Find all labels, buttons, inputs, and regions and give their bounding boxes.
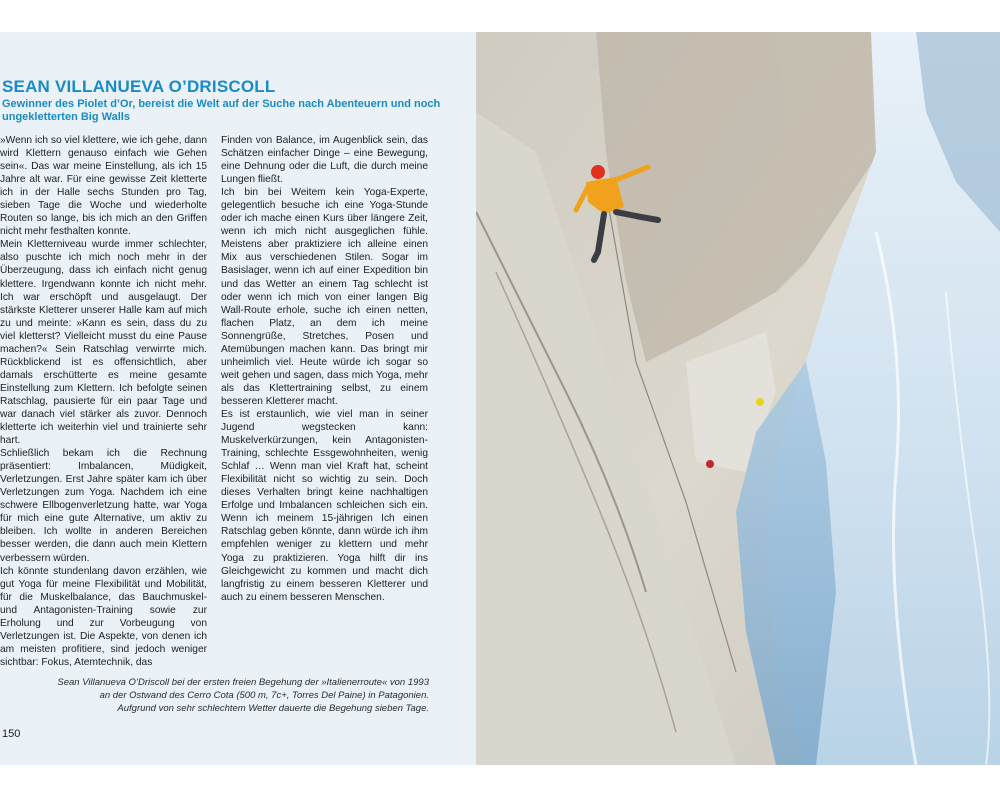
paragraph: Schließlich bekam ich die Rechnung präsentiert: Imbalancen, Müdigkeit, Verletzungen. Erst Jahre später kam ich über Verletzungen zum Yoga. Nachdem ich eine schwere Ellbogenverletzung hatte, war Yoga für mich eine gute Alternative, um aktiv zu bleiben. Ich wollte in anderen Bereichen besser werden, die dann auch mein Klettern verbessern würden. — [0, 448, 207, 564]
paragraph: Es ist erstaunlich, wie viel man in seiner Jugend wegstecken kann: Muskelverkürzungen, kein Antagonisten-Training, schlechte Essgewohnheiten, wenig Schlaf … Wenn man viel Kraft hat, scheint Flexibilität nicht so wichtig zu sein. Doch dieses Verhalten bringt keine nachhaltigen Erfolge und Imbalancen schleichen sich ein. Wenn ich meinem 15-jährigen Ich einen Ratschlag geben könnte, dann würde ich ihm empfehlen weniger zu klettern und mehr Yoga zu praktizieren. Yoga hilft dir ins Gleichgewicht zu kommen und macht dich langfristig zu einem besseren Kletterer und auch zu einem besseren Menschen. — [221, 408, 428, 603]
paragraph: Mein Kletterniveau wurde immer schlechter, also puschte ich mich noch mehr in der Überzeugung, dass ich einfach nicht genug klettere. Irgendwann konnte ich nicht mehr. Ich war erschöpft und ausgelaugt. Der stärkste Kletterer unserer Halle kam auf mich zu und meinte: »Kann es sein, dass du zu viel kletterst? Vielleicht musst du eine Pause machen?« Sein Ratschlag verwirrte mich. Rückblickend ist es offensichtlich, aber damals erschütterte es meine gesamte Einstellung zum Klettern. Ich befolgte seinen Ratschlag, pausierte für ein paar Tage und war danach viel stärker als zuvor. Dennoch kletterte ich weiterhin viel und trainierte sehr hart. — [0, 239, 207, 447]
article-subtitle: Gewinner des Piolet d’Or, bereist die Welt auf der Suche nach Abenteuern und noch ungekletterten Big Walls — [2, 98, 441, 123]
helmet — [591, 165, 605, 179]
paragraph: Ich bin bei Weitem kein Yoga-Experte, gelegentlich besuche ich eine Yoga-Stunde oder ich mache einen Kurs über längere Zeit, wenn ich mich nicht ausgeglichen fühle. Meistens aber praktiziere ich alleine einen Mix aus verschiedenen Stilen. Sogar im Basislager, wenn ich auf einer Expedition bin und das Wetter an einem Tag schlecht ist oder wenn ich mich von einer langen Big Wall-Route erhole, suche ich einen netten, flachen Platz, an dem ich meine Sonnengrüße, Stretches, Posen und Atemübungen machen kann. Das bringt mir unheimlich viel. Heute würde ich sogar so weit gehen und sagen, dass mich Yoga, mehr als das Klettertraining selbst, zu einem besseren Kletterer macht. — [221, 187, 428, 407]
photo-caption — [9, 676, 429, 715]
paragraph: »Wenn ich so viel klettere, wie ich gehe, dann wird Klettern genauso einfach wie Gehen sein«. Das war meine Einstellung, als ich 15 Jahre alt war. Für eine gewisse Zeit kletterte ich in der Halle sechs Stunden pro Tag, sieben Tage die Woche und wiederholte Routen so lange, bis ich mich an den Griffen nicht mehr festhalten konnte. — [0, 135, 207, 238]
left-page — [0, 32, 476, 765]
caption-line: Aufgrund von sehr schlechtem Wetter dauerte die Begehung sieben Tage. — [117, 703, 429, 714]
third-climber — [756, 398, 764, 406]
page-number: 150 — [2, 728, 21, 740]
paragraph: Ich könnte stundenlang davon erzählen, wie gut Yoga für meine Flexibilität und Mobilität, für die Muskelbalance, das Bauchmuskel- und Antagonisten-Training sowie zur Erholung und zur Vorbeugung von Verletzungen ist. Die Aspekte, von denen ich am meisten profitiere, sind jedoch weniger sichtbar: Fokus, Atemtechnik, das — [0, 565, 207, 668]
paragraph: Finden von Balance, im Augenblick sein, das Schätzen einfacher Dinge – eine Bewegung, eine Dehnung oder die Luft, die durch meine Lungen fließt. — [221, 135, 428, 186]
book-spread — [0, 32, 1000, 765]
text-column-2 — [221, 134, 428, 604]
caption-line: an der Ostwand des Cerro Cota (500 m, 7c+, Torres Del Paine) in Patagonien. — [99, 690, 429, 701]
caption-line: Sean Villanueva O’Driscoll bei der ersten freien Begehung der »Italienerroute« von 1993 — [57, 677, 429, 688]
second-climber — [706, 460, 714, 468]
climbing-photo — [476, 32, 1000, 765]
photo-illustration — [476, 32, 1000, 765]
article-title: SEAN VILLANUEVA O’DRISCOLL — [2, 77, 276, 96]
text-column-1 — [0, 134, 207, 669]
